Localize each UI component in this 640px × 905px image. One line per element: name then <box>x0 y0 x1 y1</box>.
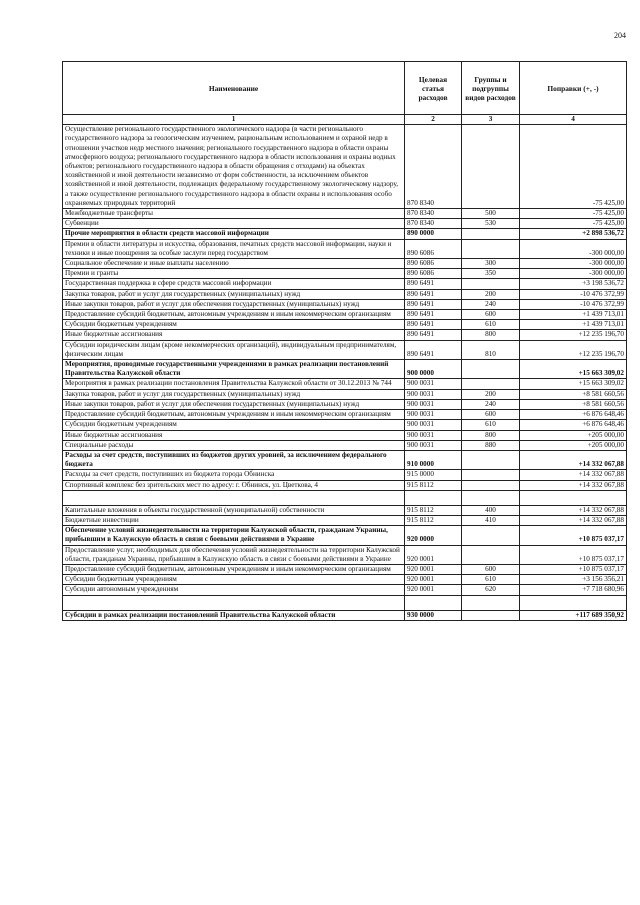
article-cell: 890 6491 <box>405 299 462 309</box>
article-cell: 900 0031 <box>405 410 462 420</box>
group-cell <box>462 279 520 289</box>
amount-cell: +8 581 660,56 <box>520 389 627 399</box>
table-row <box>63 289 627 299</box>
table-row <box>63 229 627 239</box>
group-cell: 600 <box>462 410 520 420</box>
article-cell <box>405 490 462 505</box>
name-cell: Закупка товаров, работ и услуг для государственных (муниципальных) нужд <box>63 289 405 299</box>
name-cell: Субсидии бюджетным учреждениям <box>63 575 405 585</box>
group-cell <box>462 480 520 490</box>
table-row <box>63 585 627 595</box>
table-body <box>63 125 627 621</box>
column-header-group: Группы и подгруппы видов расходов <box>462 62 520 115</box>
amount-cell: +7 718 680,96 <box>520 585 627 595</box>
article-cell: 915 8112 <box>405 515 462 525</box>
group-cell: 600 <box>462 564 520 574</box>
name-cell: Предоставление услуг, необходимых для обеспечения условий жизнедеятельности на территории Калужской области, гражданам Украины, прибывшим в Калужскую область в связи с боевыми действиями в Украине <box>63 545 405 564</box>
article-cell: 870 8340 <box>405 125 462 209</box>
group-cell <box>462 125 520 209</box>
table-row <box>63 575 627 585</box>
group-cell: 530 <box>462 219 520 229</box>
amount-cell <box>520 595 627 610</box>
budget-amendments-table <box>62 61 627 621</box>
column-number: 1 <box>63 115 405 125</box>
article-cell: 890 6086 <box>405 239 462 258</box>
group-cell <box>462 545 520 564</box>
amount-cell: +10 875 037,17 <box>520 564 627 574</box>
amount-cell: +10 875 037,17 <box>520 545 627 564</box>
article-cell: 910 0000 <box>405 450 462 469</box>
amount-cell: +6 876 648,46 <box>520 410 627 420</box>
amount-cell: +2 898 536,72 <box>520 229 627 239</box>
name-cell: Премии и гранты <box>63 269 405 279</box>
table-row <box>63 399 627 409</box>
name-cell: Предоставление субсидий бюджетным, автономным учреждениям и иным некоммерческим организациям <box>63 410 405 420</box>
table-row <box>63 269 627 279</box>
table-row <box>63 440 627 450</box>
table-row <box>63 379 627 389</box>
amount-cell: +14 332 067,88 <box>520 470 627 480</box>
column-number: 3 <box>462 115 520 125</box>
article-cell: 890 6086 <box>405 259 462 269</box>
group-cell: 240 <box>462 299 520 309</box>
amount-cell: -300 000,00 <box>520 239 627 258</box>
amount-cell: +3 156 356,21 <box>520 575 627 585</box>
group-cell <box>462 229 520 239</box>
article-cell: 900 0031 <box>405 379 462 389</box>
article-cell: 900 0031 <box>405 430 462 440</box>
amount-cell: +15 663 309,02 <box>520 360 627 379</box>
group-cell <box>462 360 520 379</box>
table-row <box>63 219 627 229</box>
table-row <box>63 470 627 480</box>
table-row <box>63 330 627 340</box>
amount-cell: +8 581 660,56 <box>520 399 627 409</box>
name-cell: Субсидии бюджетным учреждениям <box>63 420 405 430</box>
article-cell: 870 8340 <box>405 219 462 229</box>
article-cell: 900 0031 <box>405 389 462 399</box>
group-cell: 400 <box>462 505 520 515</box>
name-cell: Субсидии автономным учреждениям <box>63 585 405 595</box>
table-row <box>63 279 627 289</box>
amount-cell: +1 439 713,01 <box>520 310 627 320</box>
amount-cell: -300 000,00 <box>520 269 627 279</box>
table-row <box>63 360 627 379</box>
group-cell <box>462 526 520 545</box>
name-cell: Премии в области литературы и искусства, образования, печатных средств массовой информации, науки и техники и иные поощрения за особые заслуги перед государством <box>63 239 405 258</box>
name-cell: Прочие мероприятия в области средств массовой информации <box>63 229 405 239</box>
group-cell: 620 <box>462 585 520 595</box>
amount-cell: +1 439 713,01 <box>520 320 627 330</box>
amount-cell: +3 198 536,72 <box>520 279 627 289</box>
amount-cell: -75 425,00 <box>520 125 627 209</box>
name-cell: Иные закупки товаров, работ и услуг для обеспечения государственных (муниципальных) нужд <box>63 399 405 409</box>
article-cell: 890 6491 <box>405 289 462 299</box>
table-row <box>63 299 627 309</box>
name-cell: Обеспечение условий жизнедеятельности на территории Калужской области, гражданам Украины, прибывшим в Калужскую область в связи с боевыми действиями в Украине <box>63 526 405 545</box>
table-header-row <box>63 62 627 115</box>
table-row <box>63 310 627 320</box>
group-cell: 240 <box>462 399 520 409</box>
name-cell: Мероприятия, проводимые государственными учреждениями в рамках реализации постановлений Правительства Калужской области <box>63 360 405 379</box>
group-cell <box>462 450 520 469</box>
table-row <box>63 125 627 209</box>
group-cell <box>462 239 520 258</box>
table-row <box>63 545 627 564</box>
name-cell <box>63 490 405 505</box>
amount-cell: -75 425,00 <box>520 209 627 219</box>
table-row <box>63 410 627 420</box>
group-cell: 610 <box>462 575 520 585</box>
article-cell: 920 0001 <box>405 564 462 574</box>
table-row <box>63 526 627 545</box>
table-row <box>63 420 627 430</box>
amount-cell: +117 689 350,92 <box>520 610 627 620</box>
group-cell: 500 <box>462 209 520 219</box>
name-cell: Закупка товаров, работ и услуг для государственных (муниципальных) нужд <box>63 389 405 399</box>
group-cell: 610 <box>462 420 520 430</box>
table-row <box>63 450 627 469</box>
amount-cell: -10 476 372,99 <box>520 299 627 309</box>
table-row <box>63 595 627 610</box>
article-cell: 900 0031 <box>405 440 462 450</box>
table-row <box>63 209 627 219</box>
article-cell: 890 6491 <box>405 310 462 320</box>
name-cell: Субсидии юридическим лицам (кроме некоммерческих организаций), индивидуальным предпринимателям, физическим лицам <box>63 340 405 359</box>
name-cell: Спортивный комплекс без зрительских мест по адресу: г. Обнинск, ул. Цветкова, 4 <box>63 480 405 490</box>
name-cell: Капитальные вложения в объекты государственной (муниципальной) собственности <box>63 505 405 515</box>
column-header-article: Целевая статья расходов <box>405 62 462 115</box>
article-cell: 920 0001 <box>405 585 462 595</box>
group-cell: 300 <box>462 259 520 269</box>
group-cell <box>462 595 520 610</box>
name-cell: Мероприятия в рамках реализации постановления Правительства Калужской области от 30.12.2013 № 744 <box>63 379 405 389</box>
column-number: 4 <box>520 115 627 125</box>
amount-cell: +12 235 196,70 <box>520 340 627 359</box>
article-cell: 920 0000 <box>405 526 462 545</box>
table-row <box>63 610 627 620</box>
name-cell: Субвенции <box>63 219 405 229</box>
name-cell: Специальные расходы <box>63 440 405 450</box>
page-number: 204 <box>614 31 626 40</box>
amount-cell: +14 332 067,88 <box>520 515 627 525</box>
article-cell: 870 8340 <box>405 209 462 219</box>
article-cell: 930 0000 <box>405 610 462 620</box>
name-cell: Предоставление субсидий бюджетным, автономным учреждениям и иным некоммерческим организациям <box>63 310 405 320</box>
article-cell: 915 8112 <box>405 480 462 490</box>
table-row <box>63 480 627 490</box>
table-row <box>63 340 627 359</box>
table-row <box>63 515 627 525</box>
group-cell: 410 <box>462 515 520 525</box>
table-row <box>63 389 627 399</box>
amount-cell: +10 875 037,17 <box>520 526 627 545</box>
group-cell: 200 <box>462 289 520 299</box>
amount-cell: +14 332 067,88 <box>520 450 627 469</box>
article-cell: 900 0000 <box>405 360 462 379</box>
group-cell: 800 <box>462 430 520 440</box>
article-cell: 915 8112 <box>405 505 462 515</box>
article-cell: 920 0001 <box>405 575 462 585</box>
amount-cell: +6 876 648,46 <box>520 420 627 430</box>
article-cell: 890 6491 <box>405 279 462 289</box>
amount-cell: -10 476 372,99 <box>520 289 627 299</box>
article-cell: 920 0001 <box>405 545 462 564</box>
group-cell: 800 <box>462 330 520 340</box>
amount-cell: +205 000,00 <box>520 430 627 440</box>
group-cell: 350 <box>462 269 520 279</box>
amount-cell: +15 663 309,02 <box>520 379 627 389</box>
amount-cell: +14 332 067,88 <box>520 480 627 490</box>
name-cell: Иные бюджетные ассигнования <box>63 330 405 340</box>
amount-cell: +205 000,00 <box>520 440 627 450</box>
article-cell <box>405 595 462 610</box>
name-cell: Иные закупки товаров, работ и услуг для обеспечения государственных (муниципальных) нужд <box>63 299 405 309</box>
article-cell: 890 0000 <box>405 229 462 239</box>
article-cell: 890 6086 <box>405 269 462 279</box>
table-row <box>63 239 627 258</box>
article-cell: 890 6491 <box>405 320 462 330</box>
column-number-row <box>63 115 627 125</box>
article-cell: 915 0000 <box>405 470 462 480</box>
group-cell: 810 <box>462 340 520 359</box>
amount-cell <box>520 490 627 505</box>
table-row <box>63 430 627 440</box>
name-cell: Субсидии в рамках реализации постановлений Правительства Калужской области <box>63 610 405 620</box>
name-cell: Бюджетные инвестиции <box>63 515 405 525</box>
group-cell <box>462 490 520 505</box>
name-cell: Государственная поддержка в сфере средств массовой информации <box>63 279 405 289</box>
group-cell: 600 <box>462 310 520 320</box>
name-cell: Расходы за счет средств, поступивших из бюджета города Обнинска <box>63 470 405 480</box>
group-cell: 880 <box>462 440 520 450</box>
column-header-name: Наименование <box>63 62 405 115</box>
table-row <box>63 505 627 515</box>
group-cell <box>462 610 520 620</box>
group-cell: 200 <box>462 389 520 399</box>
column-header-amount: Поправки (+, -) <box>520 62 627 115</box>
group-cell: 610 <box>462 320 520 330</box>
article-cell: 900 0031 <box>405 399 462 409</box>
amount-cell: +14 332 067,88 <box>520 505 627 515</box>
table-row <box>63 259 627 269</box>
amount-cell: -300 000,00 <box>520 259 627 269</box>
name-cell: Социальное обеспечение и иные выплаты населению <box>63 259 405 269</box>
group-cell <box>462 379 520 389</box>
name-cell: Осуществление регионального государственного экологического надзора (в части регионального государственного надзора за геологическим изучением, рациональным использованием и охраной недр в отношении участков недр местного значения; регионального государственного надзора в области охраны атмосферного воздуха; регионального государственного надзора в области использования и охраны водных объектов; регионального государственного надзора в области обращения с отходами) на объектах хозяйственной и иной деятельности независимо от форм собственности, за исключением объектов хозяйственной и иной деятельности, подлежащих федеральному государственному экологическому надзору, а также осуществление регионального государственного надзора в области охраны и использования особо охраняемых природных территорий <box>63 125 405 209</box>
name-cell: Предоставление субсидий бюджетным, автономным учреждениям и иным некоммерческим организациям <box>63 564 405 574</box>
article-cell: 900 0031 <box>405 420 462 430</box>
amount-cell: -75 425,00 <box>520 219 627 229</box>
group-cell <box>462 470 520 480</box>
name-cell: Межбюджетные трансферты <box>63 209 405 219</box>
table-row <box>63 490 627 505</box>
column-number: 2 <box>405 115 462 125</box>
name-cell: Иные бюджетные ассигнования <box>63 430 405 440</box>
amount-cell: +12 235 196,70 <box>520 330 627 340</box>
name-cell <box>63 595 405 610</box>
table-row <box>63 564 627 574</box>
name-cell: Расходы за счет средств, поступивших из бюджетов других уровней, за исключением федерального бюджета <box>63 450 405 469</box>
article-cell: 890 6491 <box>405 340 462 359</box>
article-cell: 890 6491 <box>405 330 462 340</box>
name-cell: Субсидии бюджетным учреждениям <box>63 320 405 330</box>
table-row <box>63 320 627 330</box>
